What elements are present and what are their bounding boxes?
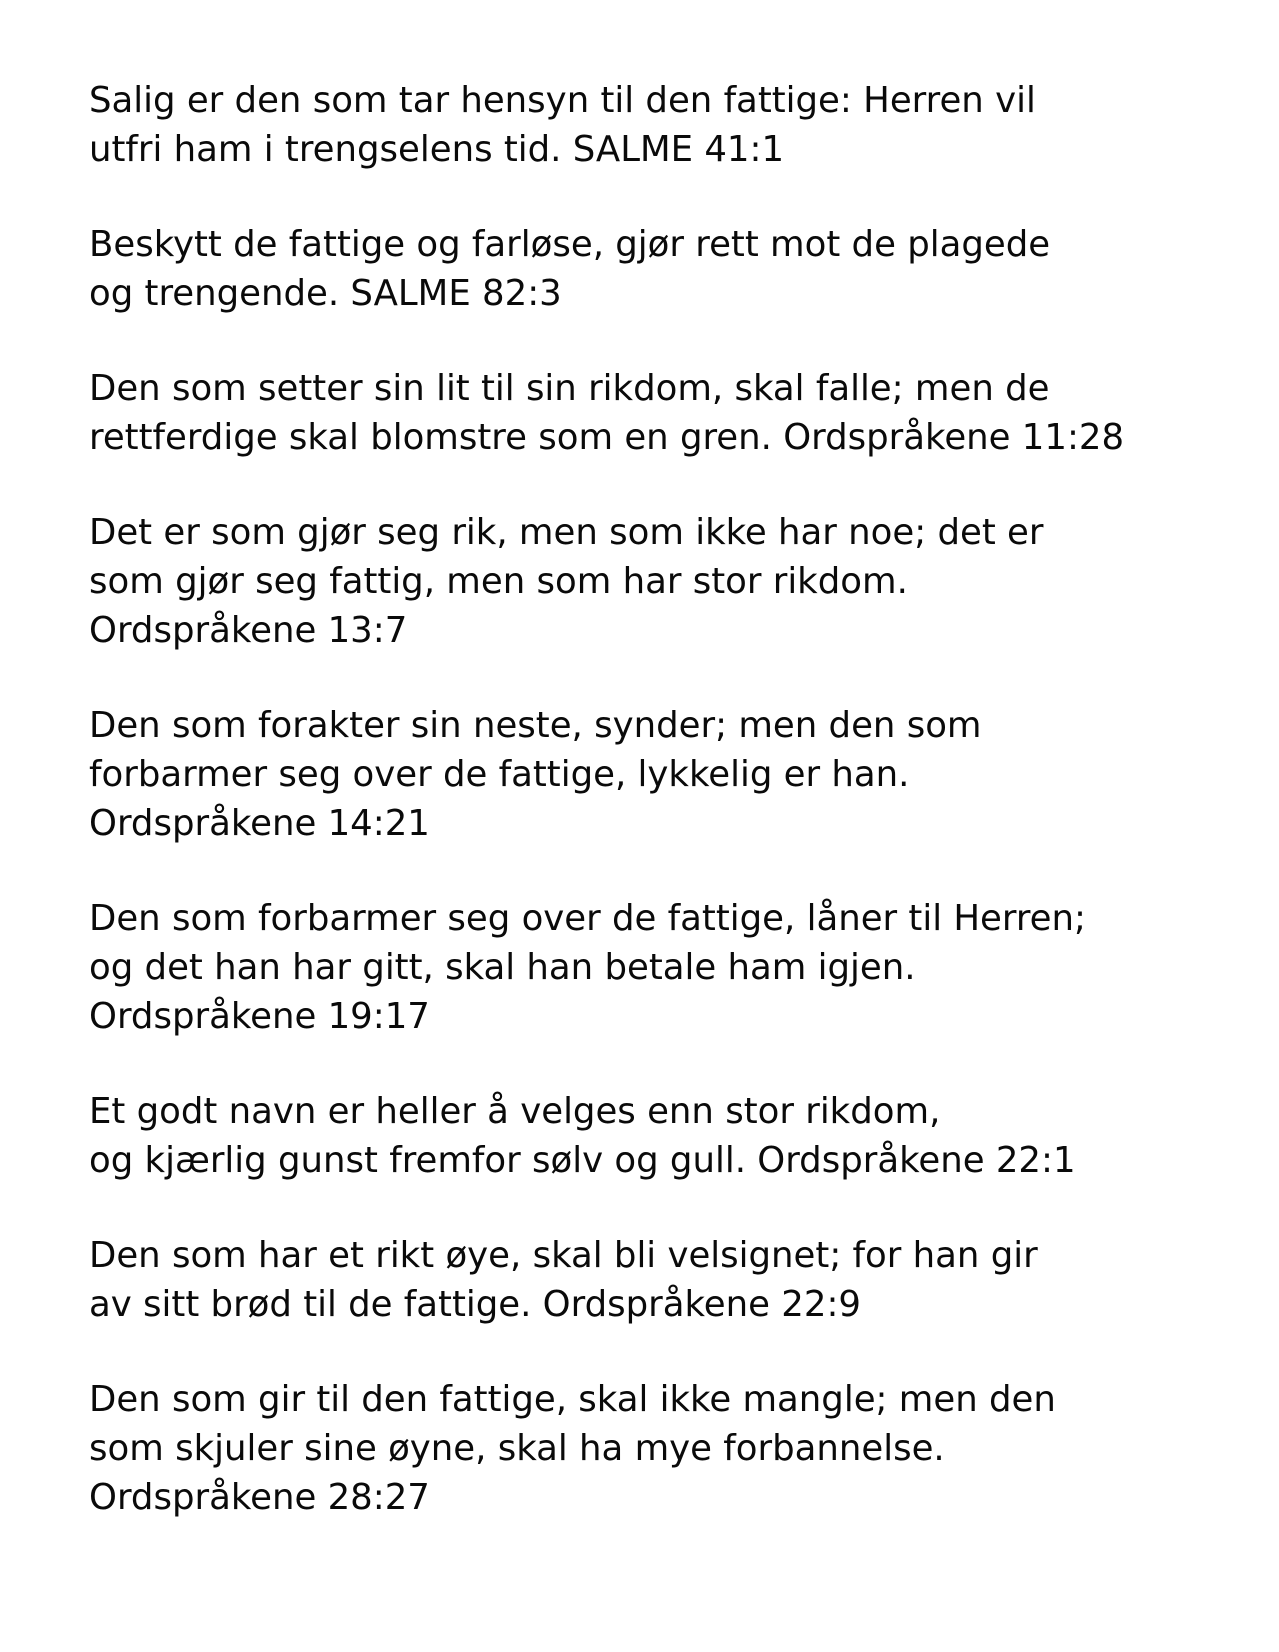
verse-ordspraakene-19-17 <box>89 894 1249 1041</box>
verse-line: Beskytt de fattige og farløse, gjør rett mot de plagede <box>89 224 1051 265</box>
verse-ordspraakene-14-21 <box>89 701 1249 848</box>
verse-line: utfri ham i trengselens tid. SALME 41:1 <box>89 129 785 170</box>
verse-line: som gjør seg fattig, men som har stor rikdom. <box>89 561 908 602</box>
verse-line: rettferdige skal blomstre som en gren. Ordspråkene 11:28 <box>89 417 1125 458</box>
verse-line: Den som forakter sin neste, synder; men den som <box>89 705 982 746</box>
verse-line: Den som gir til den fattige, skal ikke mangle; men den <box>89 1379 1056 1420</box>
verse-line: Ordspråkene 13:7 <box>89 610 408 651</box>
verse-line: og trengende. SALME 82:3 <box>89 273 562 314</box>
verse-salme-41-1 <box>89 76 1249 174</box>
verse-line: Det er som gjør seg rik, men som ikke har noe; det er <box>89 512 1044 553</box>
verse-line: og det han har gitt, skal han betale ham igjen. <box>89 947 916 988</box>
verse-ordspraakene-11-28 <box>89 364 1249 462</box>
verse-line: Ordspråkene 28:27 <box>89 1477 430 1518</box>
document-page <box>89 76 1249 1568</box>
verse-line: Den som har et rikt øye, skal bli velsignet; for han gir <box>89 1235 1038 1276</box>
verse-line: som skjuler sine øyne, skal ha mye forbannelse. <box>89 1428 945 1469</box>
verse-line: Salig er den som tar hensyn til den fattige: Herren vil <box>89 80 1036 121</box>
verse-line: Et godt navn er heller å velges enn stor rikdom, <box>89 1091 941 1132</box>
verse-line: Den som forbarmer seg over de fattige, låner til Herren; <box>89 898 1086 939</box>
verse-ordspraakene-28-27 <box>89 1375 1249 1522</box>
verse-salme-82-3 <box>89 220 1249 318</box>
verse-line: Ordspråkene 14:21 <box>89 803 430 844</box>
verse-ordspraakene-22-9 <box>89 1231 1249 1329</box>
verse-line: Den som setter sin lit til sin rikdom, skal falle; men de <box>89 368 1050 409</box>
verse-ordspraakene-22-1 <box>89 1087 1249 1185</box>
verse-line: og kjærlig gunst fremfor sølv og gull. Ordspråkene 22:1 <box>89 1140 1076 1181</box>
verse-line: av sitt brød til de fattige. Ordspråkene 22:9 <box>89 1284 861 1325</box>
verse-line: Ordspråkene 19:17 <box>89 996 430 1037</box>
verse-line: forbarmer seg over de fattige, lykkelig er han. <box>89 754 910 795</box>
verse-ordspraakene-13-7 <box>89 508 1249 655</box>
